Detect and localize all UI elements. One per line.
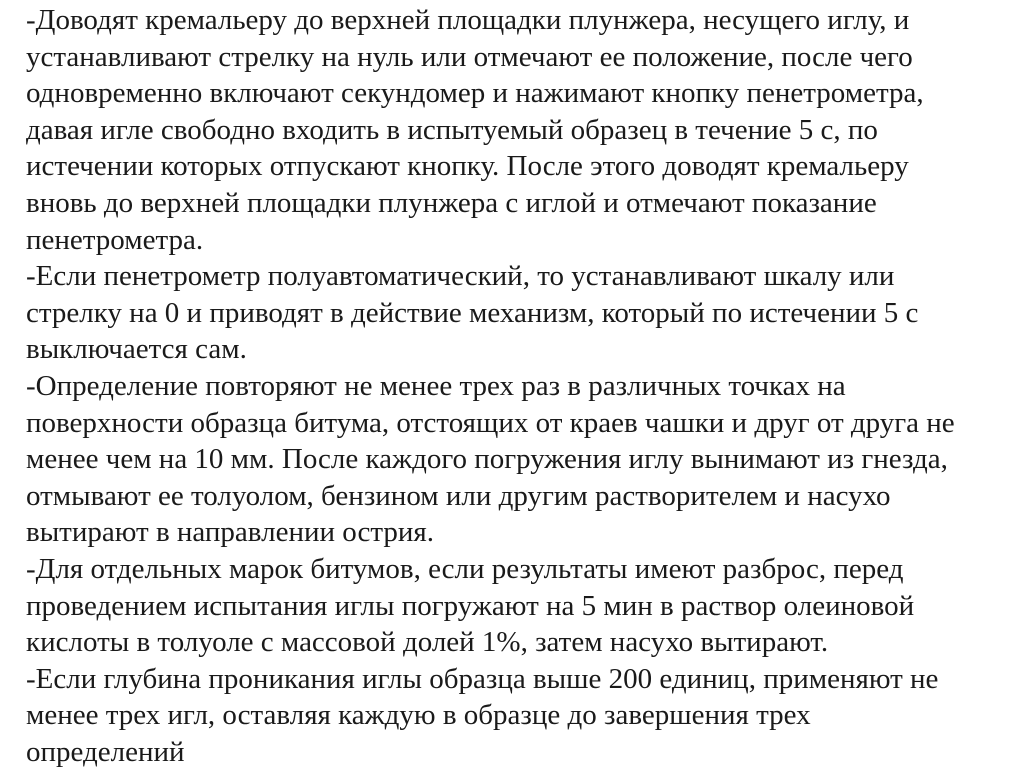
text-line: вытирают в направлении острия. (26, 516, 434, 549)
text-line: истечении которых отпускают кнопку. После этого доводят кремальеру (26, 150, 909, 183)
text-line: стрелку на 0 и приводят в действие механизм, который по истечении 5 с (26, 296, 919, 329)
paragraph-oleic-acid (26, 551, 1006, 661)
paragraph-semi-automatic (26, 258, 1006, 368)
text-line: выключается сам. (26, 333, 247, 366)
text-line: менее трех игл, оставляя каждую в образце до завершения трех (26, 699, 811, 732)
text-line: одновременно включают секундомер и нажимают кнопку пенетрометра, (26, 77, 924, 110)
text-line: пенетрометра. (26, 223, 204, 256)
paragraph-repeat-determination (26, 368, 1006, 551)
text-line: определений (26, 735, 185, 768)
text-line: вновь до верхней площадки плунжера с иглой и отмечают показание (26, 186, 877, 219)
text-line: давая игле свободно входить в испытуемый образец в течение 5 с, по (26, 113, 878, 146)
text-line: -Определение повторяют не менее трех раз в различных точках на (26, 369, 846, 402)
paragraph-three-needles (26, 661, 1006, 770)
text-line: -Для отдельных марок битумов, если результаты имеют разброс, перед (26, 552, 904, 585)
text-line: кислоты в толуоле с массовой долей 1%, затем насухо вытирают. (26, 626, 829, 659)
text-line: менее чем на 10 мм. После каждого погружения иглу вынимают из гнезда, (26, 443, 948, 476)
text-line: отмывают ее толуолом, бензином или другим растворителем и насухо (26, 479, 891, 512)
paragraph-needle-reading (26, 2, 1006, 258)
text-line: устанавливают стрелку на нуль или отмечают ее положение, после чего (26, 40, 913, 73)
text-line: проведением испытания иглы погружают на 5 мин в раствор олеиновой (26, 589, 915, 622)
text-line: -Если пенетрометр полуавтоматический, то устанавливают шкалу или (26, 260, 895, 293)
text-line: -Если глубина проникания иглы образца выше 200 единиц, применяют не (26, 662, 939, 695)
text-line: -Доводят кремальеру до верхней площадки плунжера, несущего иглу, и (26, 4, 910, 36)
text-line: поверхности образца битума, отстоящих от краев чашки и друг от друга не (26, 406, 955, 439)
